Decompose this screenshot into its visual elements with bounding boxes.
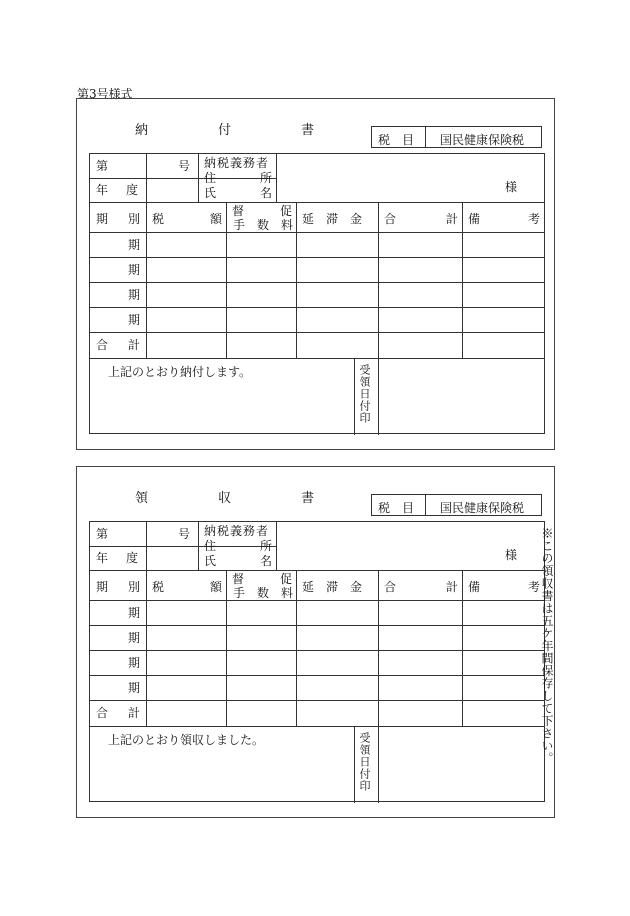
total-header-1: 合	[384, 212, 397, 226]
honorific-label: 様	[505, 548, 518, 562]
title-char: 収	[218, 491, 232, 506]
year-label-1: 年	[96, 551, 109, 565]
period-row-label: 期	[128, 606, 141, 620]
address-label-2: 所	[260, 171, 273, 185]
fee-header-1: 督	[232, 204, 245, 218]
name-label-1: 氏	[204, 186, 217, 200]
retention-note	[541, 527, 553, 765]
tax-item-value: 国民健康保険税	[440, 501, 525, 515]
total-header-2: 計	[446, 580, 459, 594]
late-fee-header: 延 滞 金	[302, 580, 363, 594]
taxpayer-label: 納税義務者	[204, 156, 270, 170]
remarks-header-2: 考	[528, 580, 541, 594]
period-header-1: 期	[96, 580, 109, 594]
address-label-1: 住	[204, 539, 217, 553]
note-text: この領収書は五ケ年間保存して下さい。	[540, 539, 554, 765]
footer-statement: 上記のとおり納付します。	[108, 365, 252, 379]
total-row-label-1: 合	[96, 338, 109, 352]
number-label: 第	[96, 527, 109, 541]
receipt-stamp-label: 受領日付印	[358, 364, 371, 424]
form-number-label: 第3号様式	[77, 87, 133, 101]
tax-amount-header-1: 税	[152, 580, 165, 594]
remarks-header-1: 備	[468, 212, 481, 226]
receipt-stamp-label: 受領日付印	[358, 732, 371, 792]
tax-item-label: 税 目	[378, 501, 415, 515]
remarks-header-2: 考	[528, 212, 541, 226]
fee-header-3: 手 数 料	[233, 586, 294, 600]
tax-amount-header-2: 額	[210, 212, 223, 226]
name-label-1: 氏	[204, 554, 217, 568]
period-header-2: 別	[128, 580, 141, 594]
period-header-1: 期	[96, 212, 109, 226]
address-label-2: 所	[260, 539, 273, 553]
late-fee-header: 延 滞 金	[302, 212, 363, 226]
fee-header-2: 促	[280, 572, 293, 586]
footer-statement: 上記のとおり領収しました。	[108, 733, 265, 747]
tax-item-value: 国民健康保険税	[440, 133, 525, 147]
payment-slip-card	[76, 98, 555, 450]
total-header-2: 計	[446, 212, 459, 226]
period-row-label: 期	[128, 656, 141, 670]
honorific-label: 様	[505, 180, 518, 194]
tax-item-label: 税 目	[378, 133, 415, 147]
fee-header-1: 督	[232, 572, 245, 586]
period-row-label: 期	[128, 681, 141, 695]
period-row-label: 期	[128, 288, 141, 302]
total-row-label-2: 計	[128, 338, 141, 352]
fee-header-2: 促	[280, 204, 293, 218]
title-char: 領	[135, 491, 149, 506]
name-label-2: 名	[260, 186, 273, 200]
number-suffix: 号	[178, 159, 191, 173]
address-label-1: 住	[204, 171, 217, 185]
total-row-label-2: 計	[128, 706, 141, 720]
title-char: 書	[301, 123, 315, 138]
taxpayer-label: 納税義務者	[204, 524, 270, 538]
total-header-1: 合	[384, 580, 397, 594]
title-char: 付	[218, 123, 232, 138]
tax-amount-header-1: 税	[152, 212, 165, 226]
tax-item-box	[371, 494, 542, 516]
period-row-label: 期	[128, 631, 141, 645]
title-char: 納	[135, 123, 149, 138]
name-label-2: 名	[260, 554, 273, 568]
remarks-header-1: 備	[468, 580, 481, 594]
period-header-2: 別	[128, 212, 141, 226]
payment-table	[89, 153, 545, 434]
title-char: 書	[301, 491, 315, 506]
number-label: 第	[96, 159, 109, 173]
receipt-table	[89, 521, 545, 802]
year-label-1: 年	[96, 183, 109, 197]
receipt-card	[76, 466, 555, 818]
year-label-2: 度	[126, 551, 139, 565]
period-row-label: 期	[128, 313, 141, 327]
note-mark: ※	[540, 527, 554, 540]
total-row-label-1: 合	[96, 706, 109, 720]
number-suffix: 号	[178, 527, 191, 541]
fee-header-3: 手 数 料	[233, 218, 294, 232]
year-label-2: 度	[126, 183, 139, 197]
tax-amount-header-2: 額	[210, 580, 223, 594]
tax-item-box	[371, 126, 542, 148]
period-row-label: 期	[128, 263, 141, 277]
period-row-label: 期	[128, 238, 141, 252]
